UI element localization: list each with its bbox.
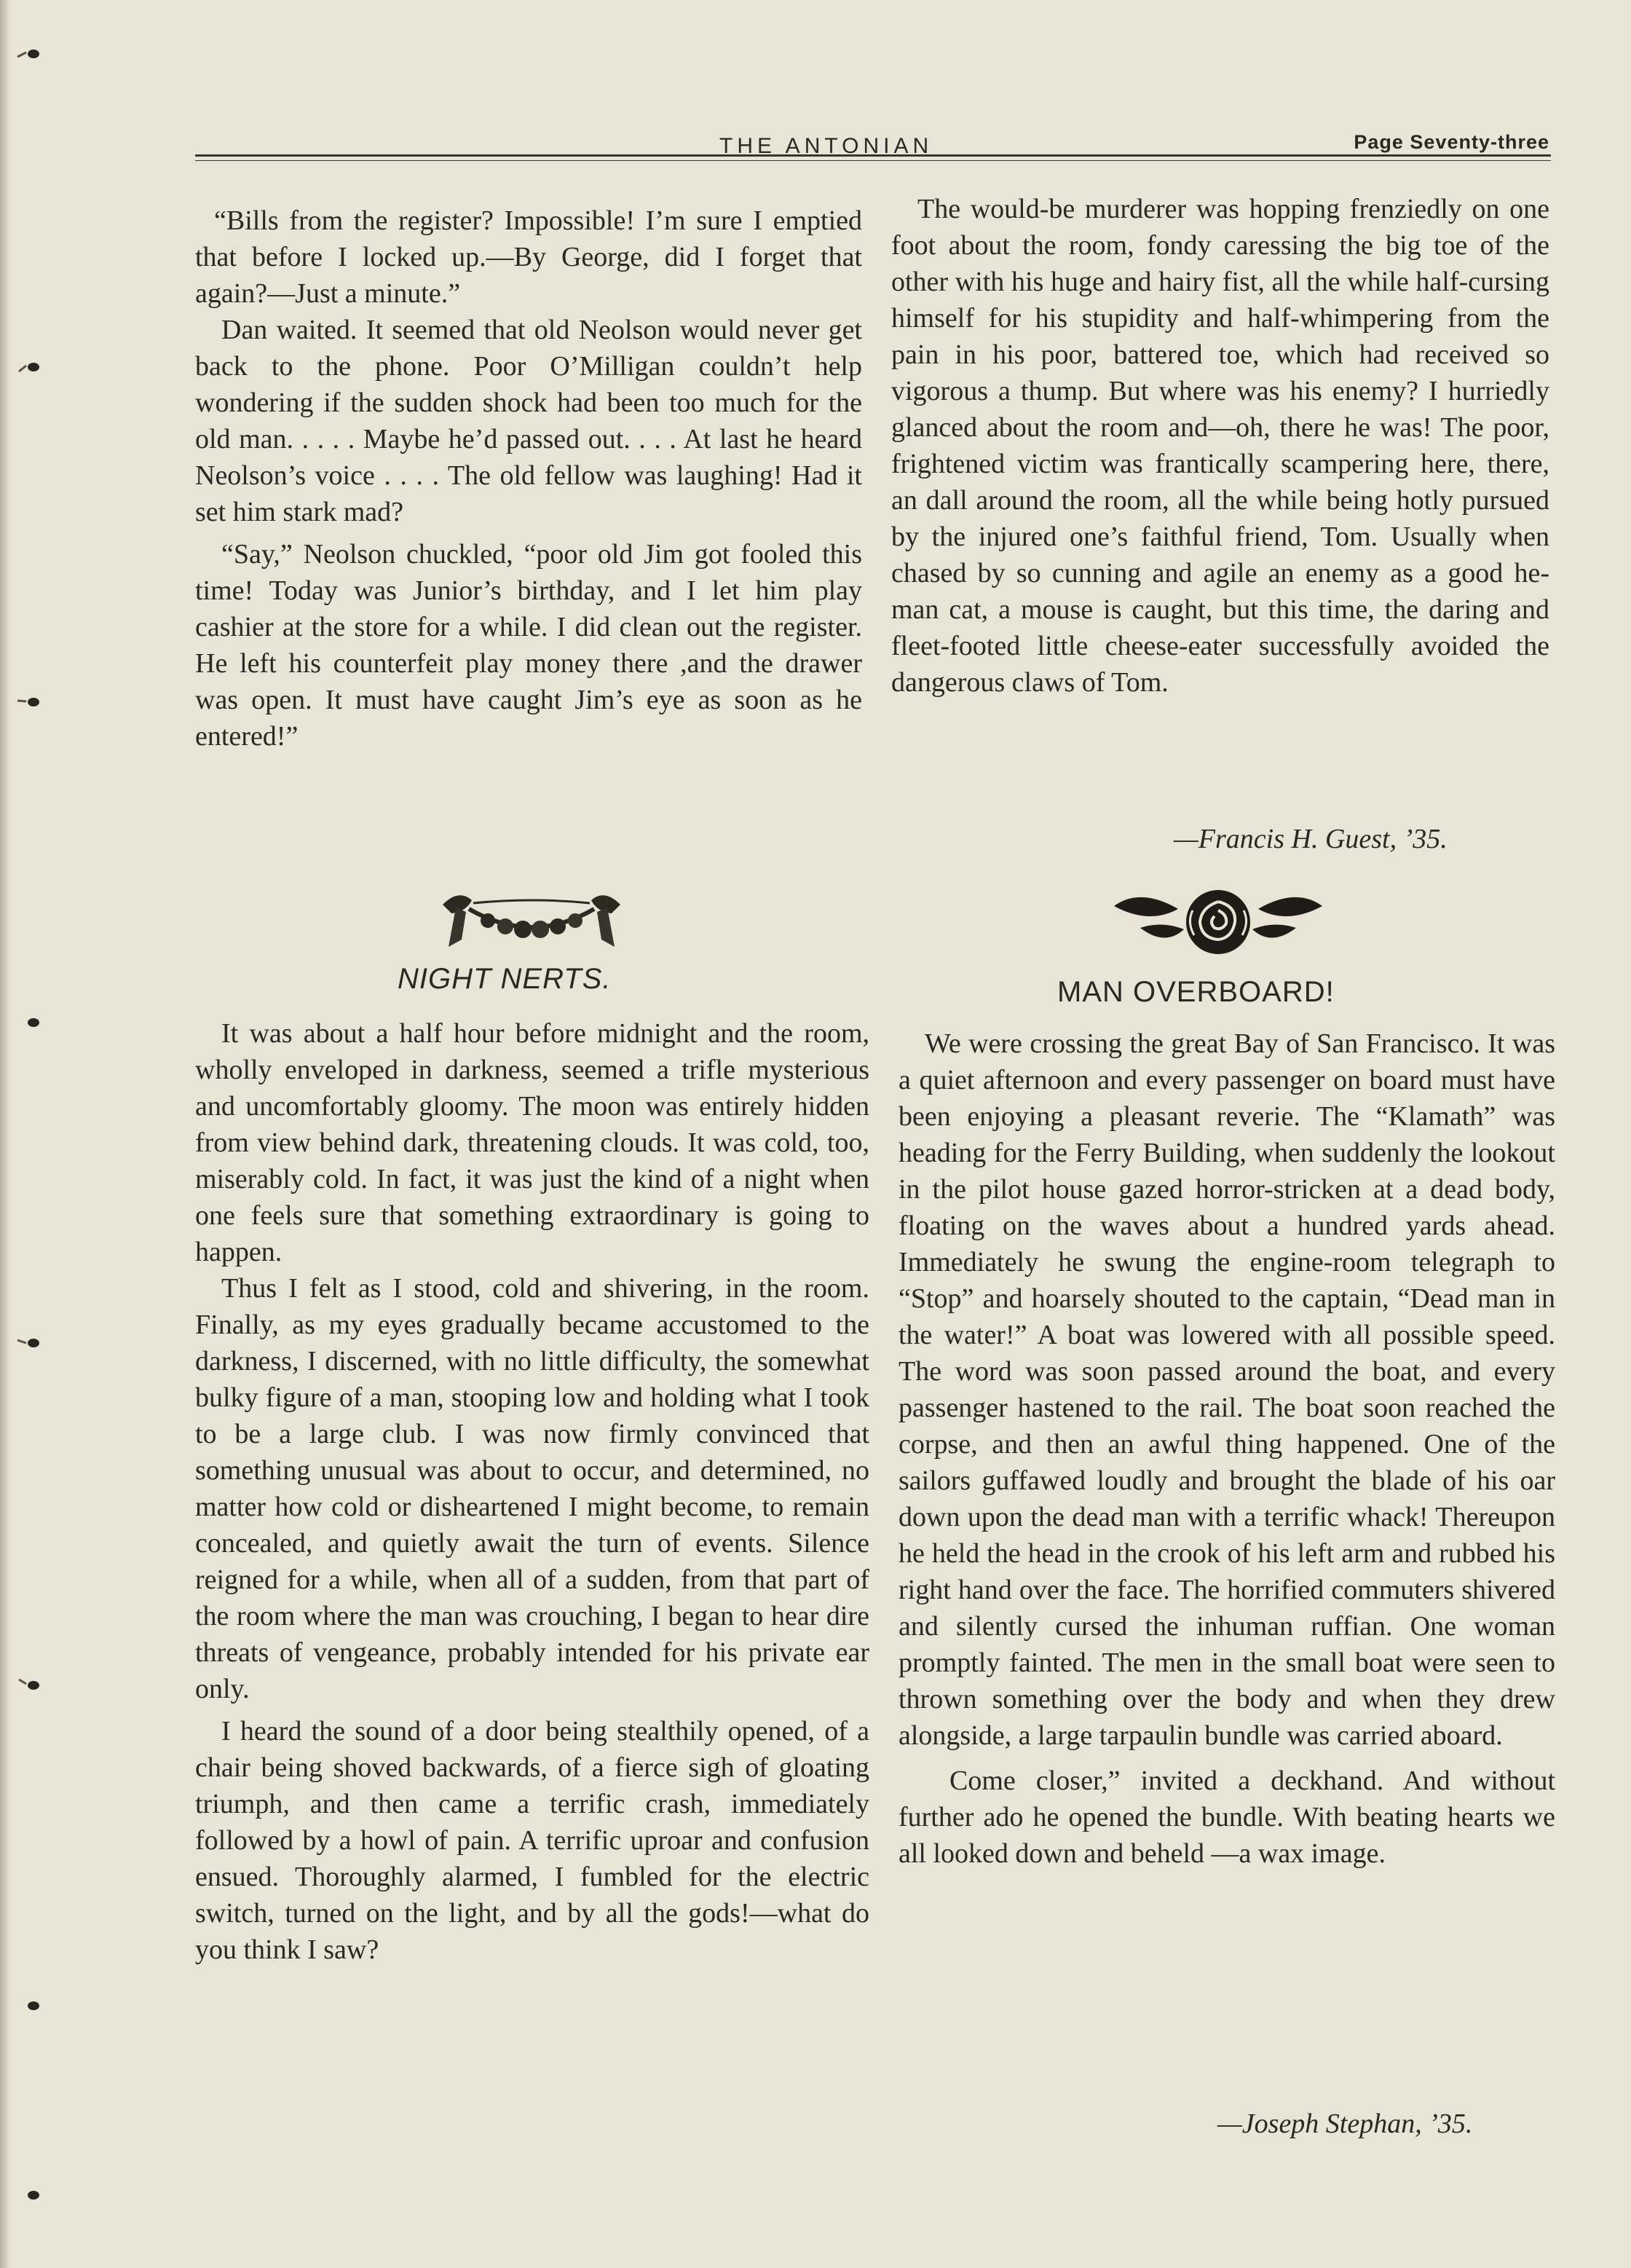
binding-hole-icon xyxy=(16,357,44,377)
binding-hole-icon xyxy=(16,2185,44,2205)
byline-francis-guest: —Francis H. Guest, ’35. xyxy=(1174,824,1448,854)
paragraph: Thus I felt as I stood, cold and shivering, in the room. Finally, as my eyes gradually became accustomed to the darkness, I discerned, with no little difficulty, the somewhat bulky figure of a man, stooping low and holding what I took to be a large club. I was now firmly convinced that something unusual was about to occur, and determined, no matter how cold or disheartened I might become, to remain concealed, and quietly await the turn of events. Silence reigned for a while, when all of a sudden, from that part of the room where the man was crouching, I began to hear dire threats of vengeance, probably intended for his private ear only. xyxy=(195,1273,869,1704)
paragraph: “Say,” Neolson chuckled, “poor old Jim got fooled this time! Today was Junior’s birthday, and I let him play cashier at the store for a while. I did clean out the register. He left his counterfeit play money there ,and the drawer was open. It must have caught Jim’s eye as soon as he entered!” xyxy=(195,539,862,752)
paragraph: The would-be murderer was hopping frenziedly on one foot about the room, fondy caressing the big toe of the other with his huge and hairy fist, all the while half-cursing himself for his stupidity and half-whimpering from the pain in his poor, battered toe, which had received so vigorous a thump. But where was his enemy? I hurriedly glanced about the room and—oh, there he was! The poor, frightened victim was frantically scampering here, there, an dall around the room, all the while being hotly pursued by the injured one’s faithful friend, Tom. Usually when chased by so cunning and agile an enemy as a good he-man cat, a mouse is caught, but this time, the daring and fleet-footed little cheese-eater successfully avoided the dangerous claws of Tom. xyxy=(891,194,1549,698)
paragraph: Come closer,” invited a deckhand. And without further ado he opened the bundle. With beating hearts we all looked down and beheld —a wax image. xyxy=(899,1765,1555,1869)
running-header xyxy=(195,128,1549,165)
right-column-continued-story xyxy=(891,191,1549,701)
binding-hole-icon xyxy=(16,692,44,712)
page-edge-shadow xyxy=(0,0,10,2268)
heading-night-nerts: NIGHT NERTS. xyxy=(398,963,612,995)
binding-hole-icon xyxy=(16,1012,44,1033)
paragraph: Dan waited. It seemed that old Neolson would never get back to the phone. Poor O’Milligan couldn’t help wondering if the sudden shock had been too much for the old man. . . . . Maybe he’d passed out. . . . At last he heard Neolson’s voice . . . . The old fellow was laughing! Had it set him stark mad? xyxy=(195,315,862,527)
page-number: Page Seventy-three xyxy=(1354,131,1549,153)
paragraph: We were crossing the great Bay of San Francisco. It was a quiet afternoon and every passenger on board must have been enjoying a pleasant reverie. The “Klamath” was heading for the Ferry Building, when suddenly the lookout in the pilot house gazed horror-stricken at a dead body, floating on the waves about a hundred yards ahead. Immediately he swung the engine-room telegraph to “Stop” and hoarsely shouted to the captain, “Dead man in the water!” A boat was lowered with all possible speed. The word was soon passed around the boat, and every passenger hastened to the rail. The boat soon reached the corpse, and then an awful thing happened. One of the sailors guffawed loudly and brought the blade of his oar down upon the dead man with a terrific whack! Thereupon he held the head in the crook of his left arm and rubbed his right hand over the face. The horrified commuters shivered and silently cursed the inhuman ruffian. One woman promptly fainted. The men in the small boat were seen to thrown something over the body and when they drew alongside, a large tarpaulin bundle was carried aboard. xyxy=(899,1028,1555,1751)
left-column-continued-story xyxy=(195,202,862,755)
paragraph: It was about a half hour before midnight and the room, wholly enveloped in darkness, seemed a trifle mysterious and uncomfortably gloomy. The moon was entirely hidden from view behind dark, threatening clouds. It was cold, too, miserably cold. In fact, it was just the kind of a night when one feels sure that something extraordinary is going to happen. xyxy=(195,1018,869,1267)
heading-man-overboard: MAN OVERBOARD! xyxy=(1057,976,1335,1008)
paragraph: “Bills from the register? Impossible! I’m sure I emptied that before I locked up.—By George, did I forget that again?—Just a minute.” xyxy=(195,205,862,309)
header-rule-thick xyxy=(195,154,1551,157)
man-overboard-story xyxy=(899,1025,1555,1872)
binding-hole-icon xyxy=(16,1675,44,1696)
byline-joseph-stephan: —Joseph Stephan, ’35. xyxy=(1217,2108,1473,2139)
publication-title: THE ANTONIAN xyxy=(719,134,933,158)
ribbon-garland-ornament-icon xyxy=(430,883,633,950)
binding-hole-icon xyxy=(16,1333,44,1353)
rose-leaves-ornament-icon xyxy=(1111,884,1325,961)
paragraph: I heard the sound of a door being stealthily opened, of a chair being shoved backwards, of a fierce sigh of gloating triumph, and then came a terrific crash, immediately followed by a howl of pain. A terrific uproar and confusion ensued. Thoroughly alarmed, I fumbled for the electric switch, turned on the light, and by all the gods!—what do you think I saw? xyxy=(195,1716,869,1965)
night-nerts-story xyxy=(195,1015,869,1968)
binding-hole-icon xyxy=(16,1996,44,2016)
header-rule-thin xyxy=(195,160,1551,161)
binding-hole-icon xyxy=(16,44,44,64)
